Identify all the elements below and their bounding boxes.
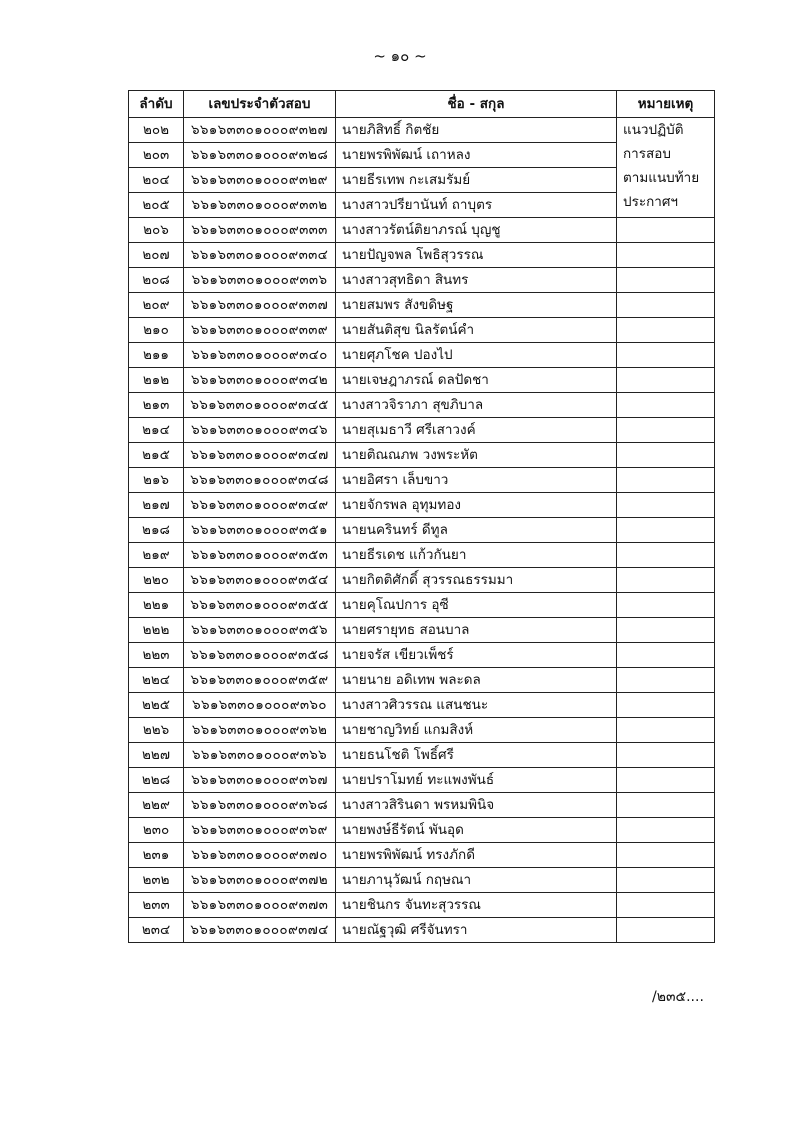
row-full-name: นายภานุวัฒน์ กฤษณา: [336, 868, 617, 893]
table-row: [129, 118, 715, 143]
row-seq: ๒๓๔: [129, 918, 184, 943]
row-remark: [617, 393, 715, 418]
row-full-name: นายศรายุทธ สอนบาล: [336, 618, 617, 643]
row-seq: ๒๒๐: [129, 568, 184, 593]
row-exam-id: ๖๖๑๖๓๓๐๑๐๐๐๙๓๔๐: [184, 343, 336, 368]
row-exam-id: ๖๖๑๖๓๓๐๑๐๐๐๙๓๕๔: [184, 568, 336, 593]
row-full-name: นายคุโณปการ อุซี: [336, 593, 617, 618]
row-remark: [617, 443, 715, 468]
row-seq: ๒๒๙: [129, 793, 184, 818]
table-row: [129, 368, 715, 393]
row-full-name: นายกิตติศักดิ์ สุวรรณธรรมมา: [336, 568, 617, 593]
table-header-row: [129, 91, 715, 118]
row-seq: ๒๐๖: [129, 218, 184, 243]
row-full-name: นายณัฐวุฒิ ศรีจันทรา: [336, 918, 617, 943]
row-exam-id: ๖๖๑๖๓๓๐๑๐๐๐๙๓๕๘: [184, 643, 336, 668]
row-full-name: นายอิศรา เล็บขาว: [336, 468, 617, 493]
row-remark: [617, 893, 715, 918]
table-row: [129, 568, 715, 593]
row-seq: ๒๓๒: [129, 868, 184, 893]
table-row: [129, 268, 715, 293]
row-full-name: นายธีรเดช แก้วกันยา: [336, 543, 617, 568]
row-full-name: นายพรพิพัฒน์ ทรงภักดี: [336, 843, 617, 868]
row-remark: [617, 793, 715, 818]
row-seq: ๒๐๘: [129, 268, 184, 293]
row-exam-id: ๖๖๑๖๓๓๐๑๐๐๐๙๓๒๘: [184, 143, 336, 168]
table-row: [129, 918, 715, 943]
row-seq: ๒๓๑: [129, 843, 184, 868]
row-full-name: นายนครินทร์ ดีทูล: [336, 518, 617, 543]
row-full-name: นางสาวสุทธิดา สินทร: [336, 268, 617, 293]
row-exam-id: ๖๖๑๖๓๓๐๑๐๐๐๙๓๒๙: [184, 168, 336, 193]
row-remark: [617, 618, 715, 643]
exam-roster-table: [128, 90, 715, 943]
table-row: [129, 518, 715, 543]
row-exam-id: ๖๖๑๖๓๓๐๑๐๐๐๙๓๓๖: [184, 268, 336, 293]
row-exam-id: ๖๖๑๖๓๓๐๑๐๐๐๙๓๓๓: [184, 218, 336, 243]
row-full-name: นายพงษ์ธีรัตน์ พันอุด: [336, 818, 617, 843]
table-row: [129, 868, 715, 893]
row-remark: [617, 918, 715, 943]
row-exam-id: ๖๖๑๖๓๓๐๑๐๐๐๙๓๕๕: [184, 593, 336, 618]
row-remark: [617, 368, 715, 393]
row-seq: ๒๒๕: [129, 693, 184, 718]
row-seq: ๒๒๖: [129, 718, 184, 743]
row-exam-id: ๖๖๑๖๓๓๐๑๐๐๐๙๓๖๖: [184, 743, 336, 768]
table-row: [129, 293, 715, 318]
row-seq: ๒๐๓: [129, 143, 184, 168]
row-full-name: นางสาวจิราภา สุขภิบาล: [336, 393, 617, 418]
row-remark: [617, 318, 715, 343]
row-exam-id: ๖๖๑๖๓๓๐๑๐๐๐๙๓๓๔: [184, 243, 336, 268]
row-remark: [617, 818, 715, 843]
row-seq: ๒๑๓: [129, 393, 184, 418]
table-row: [129, 218, 715, 243]
row-remark: [617, 493, 715, 518]
row-exam-id: ๖๖๑๖๓๓๐๑๐๐๐๙๓๔๙: [184, 493, 336, 518]
table-row: [129, 743, 715, 768]
continuation-marker: /๒๓๕....: [652, 989, 704, 1005]
row-seq: ๒๒๑: [129, 593, 184, 618]
row-seq: ๒๒๘: [129, 768, 184, 793]
row-full-name: นายชินกร จันทะสุวรรณ: [336, 893, 617, 918]
row-seq: ๒๑๖: [129, 468, 184, 493]
row-remark: [617, 668, 715, 693]
row-exam-id: ๖๖๑๖๓๓๐๑๐๐๐๙๓๖๒: [184, 718, 336, 743]
row-seq: ๒๑๙: [129, 543, 184, 568]
row-exam-id: ๖๖๑๖๓๓๐๑๐๐๐๙๓๗๐: [184, 843, 336, 868]
row-seq: ๒๐๗: [129, 243, 184, 268]
table-row: [129, 468, 715, 493]
row-exam-id: ๖๖๑๖๓๓๐๑๐๐๐๙๓๗๒: [184, 868, 336, 893]
header-name: ชื่อ - สกุล: [336, 91, 617, 118]
row-seq: ๒๑๘: [129, 518, 184, 543]
row-exam-id: ๖๖๑๖๓๓๐๑๐๐๐๙๓๖๙: [184, 818, 336, 843]
table-row: [129, 818, 715, 843]
row-seq: ๒๐๕: [129, 193, 184, 218]
row-full-name: นางสาวรัตน์ติยาภรณ์ บุญชู: [336, 218, 617, 243]
row-seq: ๒๒๒: [129, 618, 184, 643]
row-full-name: นายปราโมทย์ ทะแพงพันธ์: [336, 768, 617, 793]
row-remark: [617, 243, 715, 268]
row-exam-id: ๖๖๑๖๓๓๐๑๐๐๐๙๓๗๓: [184, 893, 336, 918]
table-row: [129, 443, 715, 468]
row-seq: ๒๐๔: [129, 168, 184, 193]
table-row: [129, 593, 715, 618]
row-remark: [617, 418, 715, 443]
row-seq: ๒๑๔: [129, 418, 184, 443]
row-full-name: นายสันติสุข นิลรัตน์คำ: [336, 318, 617, 343]
table-row: [129, 693, 715, 718]
row-seq: ๒๑๑: [129, 343, 184, 368]
row-seq: ๒๓๓: [129, 893, 184, 918]
table-row: [129, 418, 715, 443]
table-row: [129, 343, 715, 368]
table-row: [129, 318, 715, 343]
table-row: [129, 393, 715, 418]
row-exam-id: ๖๖๑๖๓๓๐๑๐๐๐๙๓๖๗: [184, 768, 336, 793]
row-full-name: นายภิสิทธิ์ กิตชัย: [336, 118, 617, 143]
row-exam-id: ๖๖๑๖๓๓๐๑๐๐๐๙๓๔๘: [184, 468, 336, 493]
row-exam-id: ๖๖๑๖๓๓๐๑๐๐๐๙๓๔๗: [184, 443, 336, 468]
row-exam-id: ๖๖๑๖๓๓๐๑๐๐๐๙๓๔๒: [184, 368, 336, 393]
row-seq: ๒๑๕: [129, 443, 184, 468]
row-remark: [617, 868, 715, 893]
row-seq: ๒๒๓: [129, 643, 184, 668]
remark-cell: [617, 118, 715, 218]
row-exam-id: ๖๖๑๖๓๓๐๑๐๐๐๙๓๕๓: [184, 543, 336, 568]
table-row: [129, 893, 715, 918]
row-full-name: นายสุเมธาวี ศรีเสาวงค์: [336, 418, 617, 443]
row-remark: [617, 468, 715, 493]
row-exam-id: ๖๖๑๖๓๓๐๑๐๐๐๙๓๓๙: [184, 318, 336, 343]
row-exam-id: ๖๖๑๖๓๓๐๑๐๐๐๙๓๕๙: [184, 668, 336, 693]
header-seq: ลำดับ: [129, 91, 184, 118]
row-remark: [617, 543, 715, 568]
row-full-name: นายชาญวิทย์ แกมสิงห์: [336, 718, 617, 743]
row-remark: [617, 568, 715, 593]
table-row: [129, 843, 715, 868]
row-seq: ๒๑๒: [129, 368, 184, 393]
row-remark: [617, 518, 715, 543]
table-row: [129, 493, 715, 518]
row-full-name: นายปัญจพล โพธิสุวรรณ: [336, 243, 617, 268]
row-seq: ๒๑๗: [129, 493, 184, 518]
row-full-name: นายสมพร สังขดิษฐ: [336, 293, 617, 318]
header-exam-id: เลขประจำตัวสอบ: [184, 91, 336, 118]
row-full-name: นายจรัส เขียวเพ็ชร์: [336, 643, 617, 668]
page-number: ~ ๑๐ ~: [373, 47, 427, 65]
row-remark: [617, 343, 715, 368]
row-exam-id: ๖๖๑๖๓๓๐๑๐๐๐๙๓๖๐: [184, 693, 336, 718]
table-row: [129, 643, 715, 668]
row-remark: [617, 268, 715, 293]
row-exam-id: ๖๖๑๖๓๓๐๑๐๐๐๙๓๕๑: [184, 518, 336, 543]
row-full-name: นางสาวปรียานันท์ ถาบุตร: [336, 193, 617, 218]
row-full-name: นายธีรเทพ กะเสมรัมย์: [336, 168, 617, 193]
row-full-name: นายเจษฎาภรณ์ ดลปัดชา: [336, 368, 617, 393]
row-remark: [617, 218, 715, 243]
table-row: [129, 243, 715, 268]
row-remark: [617, 718, 715, 743]
row-full-name: นายจักรพล อุทุมทอง: [336, 493, 617, 518]
row-remark: [617, 768, 715, 793]
header-remark: หมายเหตุ: [617, 91, 715, 118]
row-seq: ๒๓๐: [129, 818, 184, 843]
row-exam-id: ๖๖๑๖๓๓๐๑๐๐๐๙๓๖๘: [184, 793, 336, 818]
row-seq: ๒๐๒: [129, 118, 184, 143]
row-full-name: นายติณณภพ วงพระหัต: [336, 443, 617, 468]
row-remark: [617, 593, 715, 618]
row-full-name: นายนาย อดิเทพ พละดล: [336, 668, 617, 693]
row-seq: ๒๐๙: [129, 293, 184, 318]
table-row: [129, 718, 715, 743]
row-remark: [617, 693, 715, 718]
row-full-name: นายธนโชติ โพธิ์ศรี: [336, 743, 617, 768]
row-exam-id: ๖๖๑๖๓๓๐๑๐๐๐๙๓๓๒: [184, 193, 336, 218]
remark-line: การสอบ: [623, 146, 671, 162]
table-row: [129, 793, 715, 818]
remark-line: ประกาศฯ: [623, 194, 678, 210]
remark-line: แนวปฏิบัติ: [623, 122, 684, 138]
row-full-name: นางสาวศิวรรณ แสนชนะ: [336, 693, 617, 718]
row-remark: [617, 293, 715, 318]
table-row: [129, 618, 715, 643]
table-body: [129, 118, 715, 943]
row-full-name: นายศุภโชค ปองไป: [336, 343, 617, 368]
row-exam-id: ๖๖๑๖๓๓๐๑๐๐๐๙๓๕๖: [184, 618, 336, 643]
row-seq: ๒๒๗: [129, 743, 184, 768]
remark-line: ตามแนบท้าย: [623, 170, 700, 186]
row-exam-id: ๖๖๑๖๓๓๐๑๐๐๐๙๓๒๗: [184, 118, 336, 143]
row-exam-id: ๖๖๑๖๓๓๐๑๐๐๐๙๓๔๕: [184, 393, 336, 418]
row-full-name: นางสาวสิรินดา พรหมพินิจ: [336, 793, 617, 818]
table-row: [129, 668, 715, 693]
row-seq: ๒๑๐: [129, 318, 184, 343]
row-full-name: นายพรพิพัฒน์ เถาหลง: [336, 143, 617, 168]
row-exam-id: ๖๖๑๖๓๓๐๑๐๐๐๙๓๔๖: [184, 418, 336, 443]
row-seq: ๒๒๔: [129, 668, 184, 693]
row-exam-id: ๖๖๑๖๓๓๐๑๐๐๐๙๓๗๔: [184, 918, 336, 943]
table-row: [129, 543, 715, 568]
row-remark: [617, 843, 715, 868]
row-remark: [617, 643, 715, 668]
row-exam-id: ๖๖๑๖๓๓๐๑๐๐๐๙๓๓๗: [184, 293, 336, 318]
row-remark: [617, 743, 715, 768]
table-row: [129, 768, 715, 793]
